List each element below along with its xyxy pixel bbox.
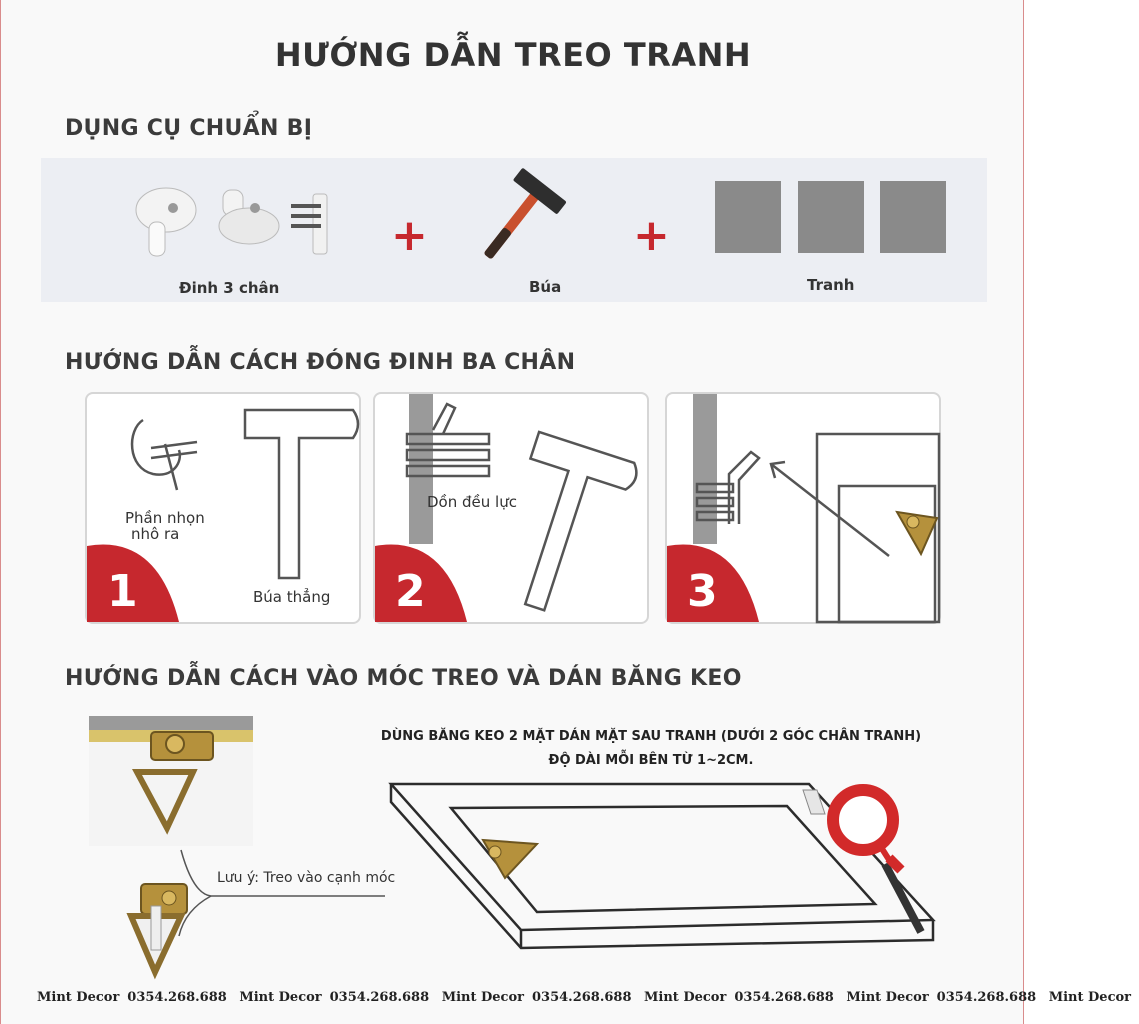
step-1-text-c: Búa thẳng	[253, 588, 331, 606]
footer-phone: 0354.268.688	[936, 990, 1037, 1005]
step-number: 1	[107, 566, 138, 617]
footer-phone: 0354.268.688	[329, 990, 430, 1005]
frame-thumbnail	[880, 181, 946, 253]
footer-brand: Mint Decor	[1048, 990, 1132, 1005]
step-card-1	[85, 392, 361, 624]
three-leg-nail-icon	[131, 180, 351, 270]
hammer-icon	[475, 170, 585, 274]
tape-instruction-line1: DÙNG BĂNG KEO 2 MẶT DÁN MẶT SAU TRANH (DƯỚI 2 GÓC CHÂN TRANH)	[380, 729, 922, 744]
footer-phone: 0354.268.688	[531, 990, 632, 1005]
tape-roll-icon	[825, 786, 935, 936]
hammer-label: Búa	[529, 278, 562, 296]
frame-thumbnail	[798, 181, 864, 253]
step-1-text-b: nhô ra	[131, 525, 180, 543]
page-title: HƯỚNG DẪN TREO TRANH	[274, 36, 752, 74]
footer-brand: Mint Decor	[239, 990, 322, 1005]
plus-icon: +	[391, 210, 428, 261]
footer-brand: Mint Decor	[441, 990, 524, 1005]
footer-brand: Mint Decor	[644, 990, 727, 1005]
nailing-heading: HƯỚNG DẪN CÁCH ĐÓNG ĐINH BA CHÂN	[65, 350, 576, 375]
hook-note: Lưu ý: Treo vào cạnh móc	[217, 870, 396, 886]
step-2-text-a: Dồn đều lực	[427, 493, 517, 511]
footer-phone: 0354.268.688	[127, 990, 227, 1005]
plus-icon: +	[633, 210, 670, 261]
hook-closeup-illustration	[89, 716, 253, 846]
footer-brand: Mint Decor	[846, 990, 929, 1005]
step-card-2	[373, 392, 649, 624]
step-number: 2	[395, 566, 426, 617]
tape-instruction-line2: ĐỘ DÀI MỖI BÊN TỪ 1~2CM.	[548, 753, 754, 768]
footer-contact-strip	[37, 990, 1132, 1005]
tools-heading: DỤNG CỤ CHUẨN BỊ	[65, 116, 313, 141]
hook-heading: HƯỚNG DẪN CÁCH VÀO MÓC TREO VÀ DÁN BĂNG KEO	[65, 666, 742, 691]
frame-label: Tranh	[807, 276, 855, 294]
frame-thumbnail	[715, 181, 781, 253]
step-card-3	[665, 392, 941, 624]
step-1-text-a: Phần nhọn	[125, 509, 205, 527]
footer-phone: 0354.268.688	[734, 990, 834, 1005]
nail-label: Đinh 3 chân	[179, 279, 280, 297]
footer-brand: Mint Decor	[37, 990, 120, 1005]
step-number: 3	[687, 566, 718, 617]
pointer-line	[171, 850, 391, 940]
